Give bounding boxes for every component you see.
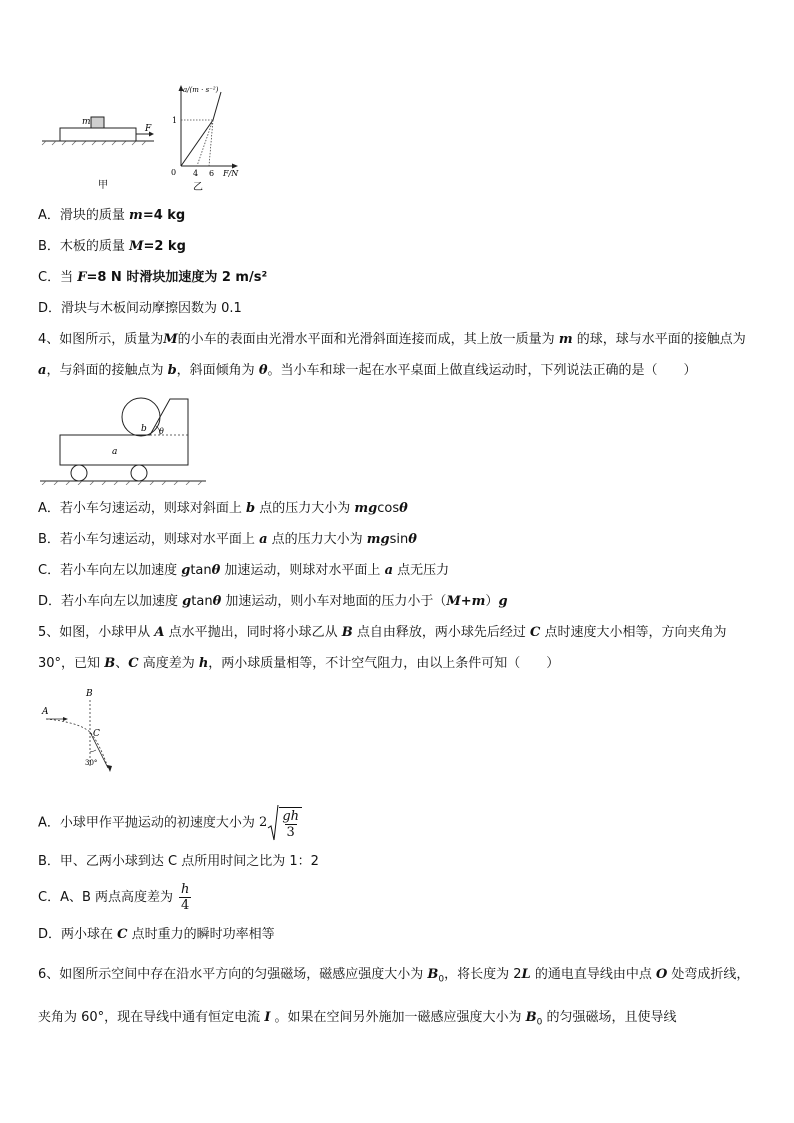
text-run: 点水平抛出，同时将小球乙从 <box>164 625 342 640</box>
text-run: 若小车向左以加速度 <box>61 594 183 609</box>
sqrt-sign <box>267 804 279 842</box>
text-run: ，将长度为 2 <box>444 967 522 982</box>
text-run: 、 <box>115 656 129 671</box>
text-run: 5、如图，小球甲从 <box>38 625 155 640</box>
q4-wheel-left <box>71 465 87 481</box>
subscript: 0 <box>438 974 445 985</box>
text-run: 6、如图所示空间中存在沿水平方向的匀强磁场，磁感应强度大小为 <box>38 967 428 982</box>
text-run: 若小车匀速运动，则球对斜面上 <box>59 501 247 516</box>
text-run: cos <box>377 501 400 516</box>
q3-caption-jia: 甲 <box>98 180 108 190</box>
q5-formula-c: $\frac{h}{4}$ <box>180 882 190 913</box>
math-variable: C <box>530 625 541 640</box>
q5-formula-a: 2 $\frac{gh}{3}$ <box>259 804 304 842</box>
text-run: B． <box>38 532 60 547</box>
text-run: ，两小球质量相等，不计空气阻力，由以上条件可知（ ） <box>208 656 560 671</box>
text-run: ） <box>485 594 499 609</box>
text-run: D．两小球在 <box>38 927 118 942</box>
q5-option-a: A．小球甲作平抛运动的初速度大小为 2 $\frac{gh}{3}$ <box>38 804 304 842</box>
math-variable: b <box>246 501 256 516</box>
q4-figure <box>38 393 208 485</box>
text-run: 点的压力大小为 <box>255 501 355 516</box>
math-variable: a <box>259 532 268 547</box>
math-variable: B <box>341 625 353 640</box>
math-variable: h <box>198 656 209 671</box>
q5-angle-label: 30° <box>85 759 98 767</box>
math-variable: θ <box>212 594 222 609</box>
text-run: A． <box>38 501 60 516</box>
math-variable: L <box>521 967 531 982</box>
math-variable: O <box>655 967 668 982</box>
text-run: D． <box>38 594 62 609</box>
text-run: 。如果在空间另外施加一磁感应强度大小为 <box>270 1009 526 1025</box>
q3-figure-jia <box>36 110 166 190</box>
q6-stem <box>38 956 760 1041</box>
math-variable: B <box>104 656 116 671</box>
text-run: 。当小车和球一起在水平桌面上做直线运动时，下列说法正确的是（ ） <box>267 363 697 378</box>
q4-theta-label: θ <box>159 427 164 436</box>
x-axis-label: F/N <box>223 169 239 178</box>
text-run: 的通电直导线由中点 <box>530 967 656 982</box>
math-variable: g <box>498 594 508 609</box>
text-run: 若小车匀速运动，则球对水平面上 <box>59 532 260 547</box>
x-tick-4: 4 <box>193 169 199 178</box>
math-variable: mg <box>354 501 378 516</box>
q3-figure-yi <box>165 82 245 194</box>
math-variable: mg <box>366 532 390 547</box>
text-run: ，与斜面的接触点为 <box>46 363 168 378</box>
math-variable: B <box>525 1009 537 1025</box>
q5-A-label: A <box>42 707 49 717</box>
math-variable: m <box>558 332 573 347</box>
q5-B-label: B <box>86 689 93 699</box>
math-variable: C <box>117 927 128 942</box>
q5-option-b: B．甲、乙两小球到达 C 点所用时间之比为 1：2 <box>38 854 319 869</box>
text-run: 4、如图所示，质量为 <box>38 332 164 347</box>
math-variable: B <box>427 967 439 982</box>
q3-option-c: C．当 F=8 N 时滑块加速度为 2 m/s² <box>38 270 268 285</box>
text-run: 点无压力 <box>393 563 450 578</box>
text-run: 点自由释放，两小球先后经过 <box>352 625 531 640</box>
math-variable: θ <box>258 363 268 378</box>
q4-wheel-right <box>131 465 147 481</box>
text-run: 的球，球与水平面的接触点为 <box>572 332 746 347</box>
q4-stem <box>38 324 760 386</box>
math-variable: C <box>128 656 139 671</box>
q5-option-d <box>38 926 275 944</box>
text-run: 的匀强磁场，且使导线 <box>542 1009 677 1025</box>
math-variable: g <box>181 563 191 578</box>
math-variable: g <box>182 594 192 609</box>
math-variable: I <box>264 1009 271 1025</box>
text-run: 点时重力的瞬时功率相等 <box>127 927 275 942</box>
q5-trajectory <box>46 719 108 768</box>
q3-board <box>60 128 136 141</box>
q4-option-b <box>38 531 417 549</box>
q4-a-label: a <box>112 447 118 457</box>
origin-label: 0 <box>171 168 177 177</box>
math-variable: A <box>154 625 165 640</box>
text-run: 的小车的表面由光滑水平面和光滑斜面连接而成，其上放一质量为 <box>177 332 559 347</box>
q4-b-label: b <box>141 424 147 434</box>
q3-option-b: B．木板的质量 M=2 kg <box>38 239 186 254</box>
subscript: 0 <box>536 1017 543 1028</box>
text-run: tan <box>191 594 213 609</box>
text-run: ，斜面倾角为 <box>176 363 259 378</box>
text-run: 加速运动，则小车对地面的压力小于（ <box>221 594 447 609</box>
q5-velocity-arrow <box>107 765 112 772</box>
x-tick-6: 6 <box>209 169 215 178</box>
y-axis-label: a/(m · s⁻²) <box>183 86 219 94</box>
math-variable: θ <box>211 563 221 578</box>
q3-option-d: D．滑块与木板间动摩擦因数为 0.1 <box>38 301 242 316</box>
y-tick-1: 1 <box>172 116 178 125</box>
q3-block <box>91 117 104 128</box>
q4-option-a <box>38 500 408 518</box>
text-run: 加速运动，则球对水平面上 <box>220 563 385 578</box>
text-run: 高度差为 <box>138 656 199 671</box>
x-axis-arrow <box>232 164 238 169</box>
math-variable: a <box>38 363 47 378</box>
math-variable: θ <box>399 501 408 516</box>
text-run: 点时速度大小相等，方向夹角为 30°，已知 <box>38 625 727 671</box>
q3-option-a: A．滑块的质量 m=4 kg <box>38 208 186 223</box>
q5-figure <box>38 686 118 776</box>
text-run: tan <box>190 563 212 578</box>
math-variable: b <box>167 363 177 378</box>
q5-option-c: C．A、B 两点高度差为 $\frac{h}{4}$ <box>38 882 190 913</box>
text-run: 点的压力大小为 <box>267 532 367 547</box>
text-run: 处弯成折线，夹角为 60°，现在导线中通有恒定电流 <box>38 967 750 1025</box>
q3-F-label: F <box>145 124 152 134</box>
q4-option-d <box>38 593 508 611</box>
math-variable: a <box>384 563 393 578</box>
text-run: C． <box>38 563 61 578</box>
math-variable: M <box>163 332 178 347</box>
math-variable: M+m <box>446 594 486 609</box>
q5-C-label: C <box>93 729 100 739</box>
text-run: 若小车向左以加速度 <box>60 563 182 578</box>
q3-m-label: m <box>82 117 91 127</box>
q3-caption-yi: 乙 <box>193 182 203 193</box>
math-variable: θ <box>408 532 417 547</box>
q4-option-c <box>38 562 449 580</box>
q5-stem <box>38 617 760 679</box>
text-run: sin <box>389 532 409 547</box>
